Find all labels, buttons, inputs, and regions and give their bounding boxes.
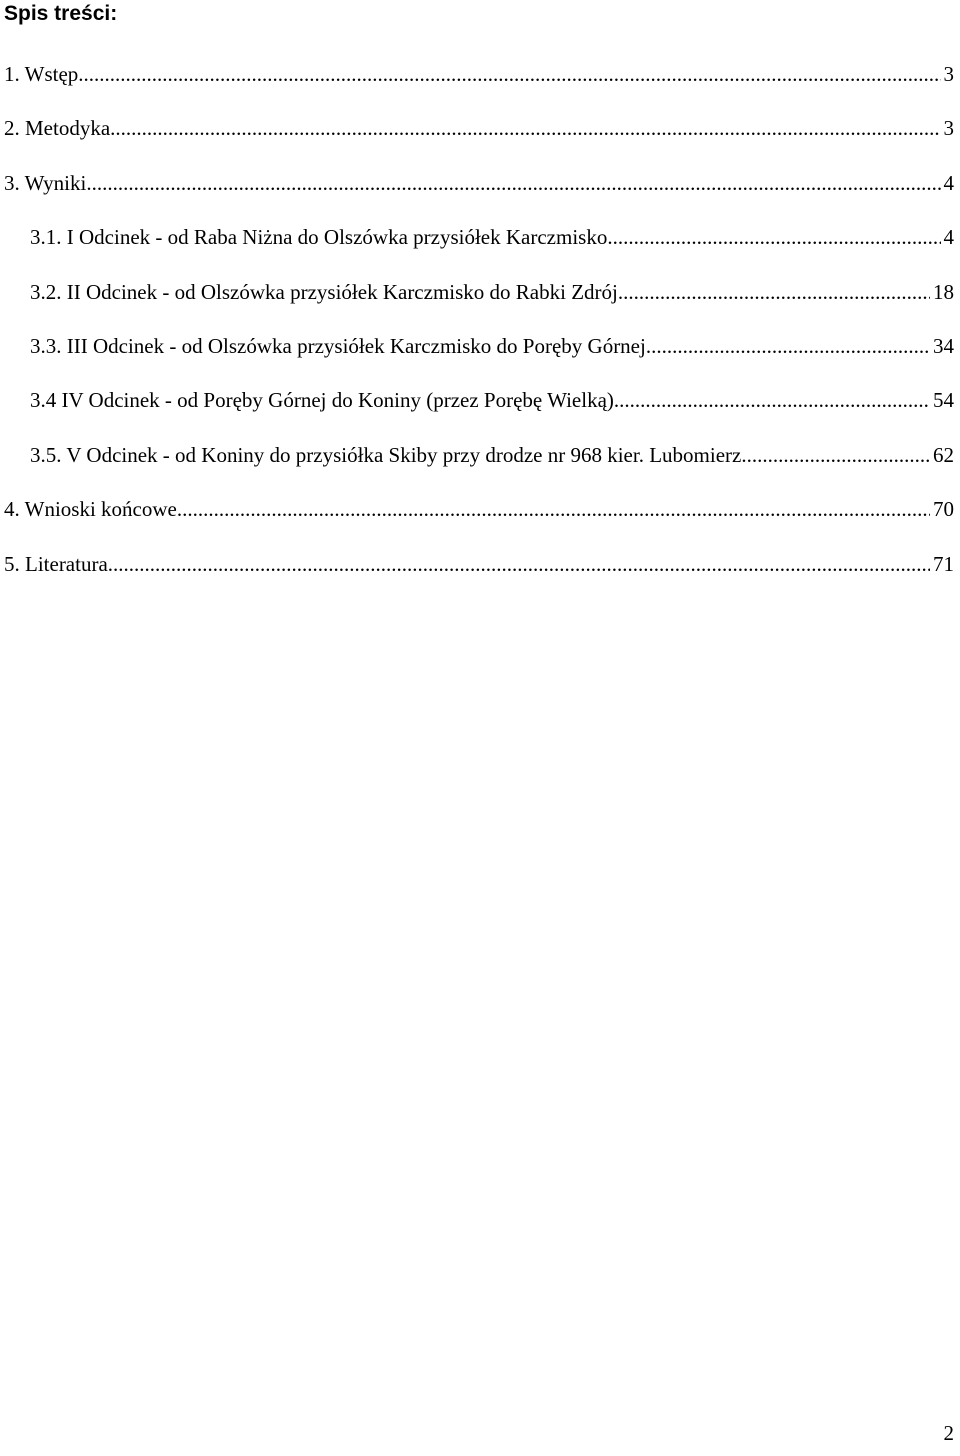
- toc-entry-title: 1. Wstęp: [4, 62, 79, 86]
- toc-entry-title: 5. Literatura: [4, 551, 108, 576]
- toc-entry-page: 4: [943, 170, 954, 195]
- toc-entry-page: 62: [933, 442, 954, 467]
- toc-dot-leader: [741, 439, 930, 471]
- toc-entry-page: 4: [943, 225, 954, 250]
- toc-entry-title: 3.4 IV Odcinek - od Poręby Górnej do Koniny (przez Porębę Wielką): [30, 388, 614, 413]
- toc-entry-title: 2. Metodyka: [4, 116, 111, 141]
- toc-entry-page: 3: [943, 62, 954, 86]
- toc-dot-leader: [86, 167, 940, 199]
- toc-entry-title: 3.5. V Odcinek - od Koniny do przysiółka Skiby przy drodze nr 968 kier. Lubomierz: [30, 442, 742, 467]
- toc-dot-leader: [614, 384, 930, 416]
- toc-dot-leader: [646, 330, 930, 362]
- toc-dot-leader: [177, 493, 930, 525]
- toc-dot-leader: [110, 112, 940, 144]
- toc-heading: Spis treści:: [4, 2, 118, 25]
- toc-entry-title: 4. Wnioski końcowe: [4, 497, 177, 522]
- table-of-contents: [0, 58, 960, 602]
- toc-entry-title: 3.2. II Odcinek - od Olszówka przysiółek Karczmisko do Rabki Zdrój: [30, 279, 618, 304]
- toc-entry-3-2[interactable]: [0, 276, 960, 330]
- toc-entry-3-4[interactable]: [0, 384, 960, 438]
- toc-entry-3-1[interactable]: [0, 221, 960, 275]
- toc-entry-2[interactable]: [0, 112, 960, 166]
- toc-entry-title: 3.1. I Odcinek - od Raba Niżna do Olszówka przysiółek Karczmisko: [30, 225, 608, 250]
- toc-dot-leader: [108, 548, 930, 580]
- page-number: 2: [943, 1421, 954, 1445]
- toc-entry-title: 3.3. III Odcinek - od Olszówka przysiółek Karczmisko do Poręby Górnej: [30, 333, 646, 358]
- toc-entry-page: 70: [933, 497, 954, 522]
- toc-entry-page: 54: [933, 388, 954, 413]
- toc-entry-page: 18: [933, 279, 954, 304]
- toc-dot-leader: [618, 276, 930, 308]
- toc-dot-leader: [607, 221, 940, 253]
- toc-entry-page: 71: [933, 551, 954, 576]
- toc-entry-3[interactable]: [0, 167, 960, 221]
- toc-dot-leader: [78, 58, 940, 90]
- toc-entry-title: 3. Wyniki: [4, 170, 87, 195]
- toc-entry-page: 34: [933, 333, 954, 358]
- toc-entry-page: 3: [943, 116, 954, 141]
- toc-entry-5[interactable]: [0, 548, 960, 602]
- toc-entry-4[interactable]: [0, 493, 960, 547]
- toc-entry-3-5[interactable]: [0, 439, 960, 493]
- toc-entry-3-3[interactable]: [0, 330, 960, 384]
- toc-entry-1[interactable]: [0, 58, 960, 112]
